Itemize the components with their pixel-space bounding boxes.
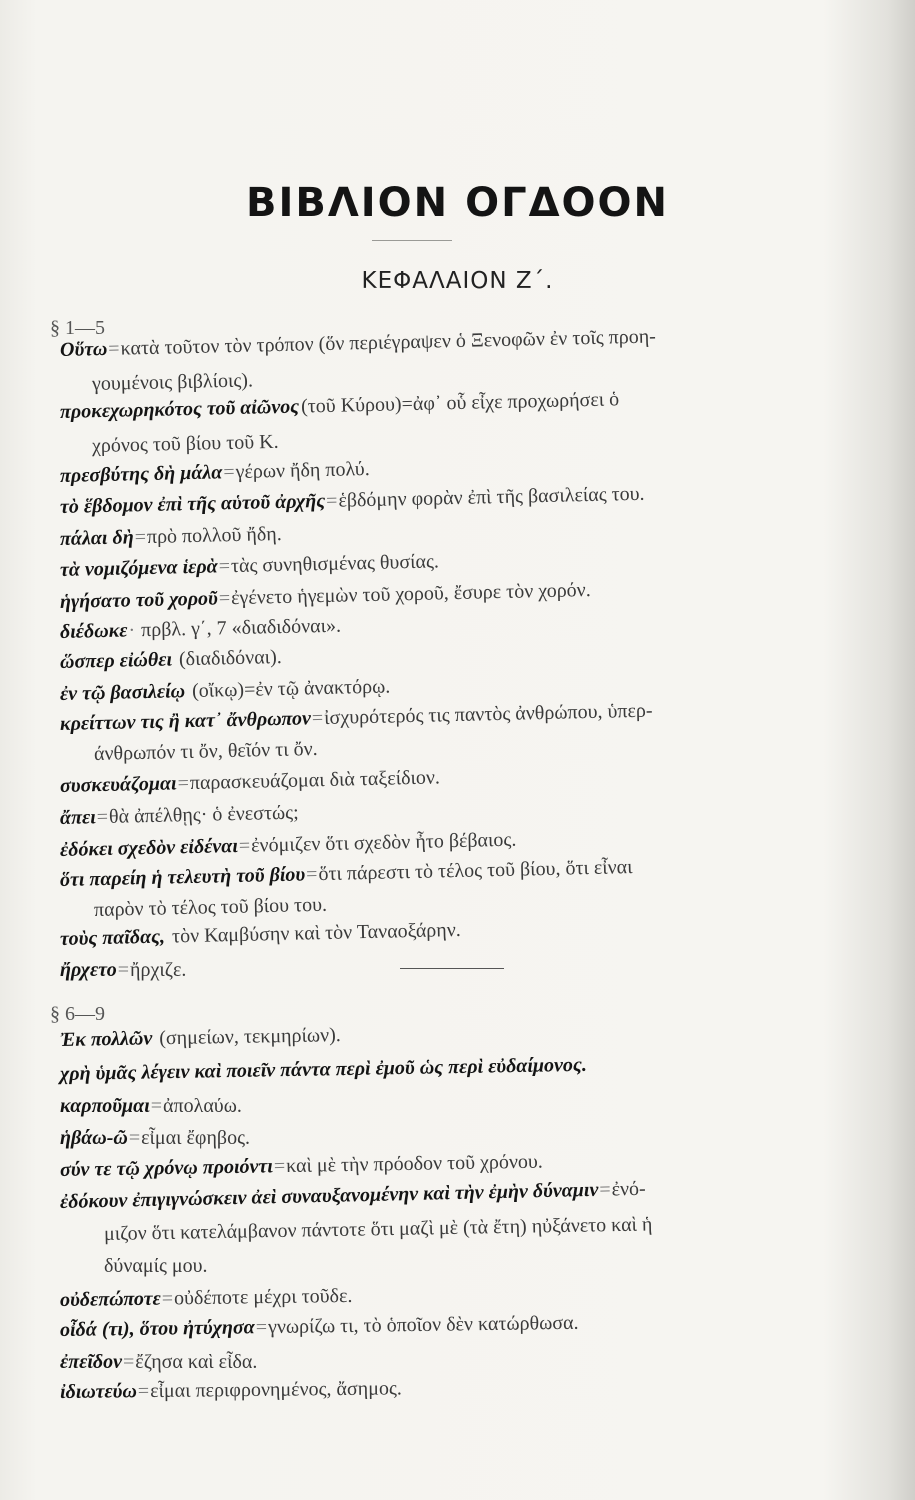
entry-continuation: δύναμίς μου. [104,1255,208,1277]
entry-separator: = [137,1380,150,1403]
glossary-entry [60,1150,543,1182]
entry-gloss: κατὰ τοῦτον τὸν τρόπον (ὅν περιέγραψεν ὁ Ξενοφῶν ἐν τοῖς προη- [120,325,657,360]
entry-lemma: καρποῦμαι [60,1095,150,1117]
glossary-entry [60,522,282,551]
entry-lemma: ἐδόκουν ἐπιγιγνώσκειν ἀεὶ συναυξανομένην καὶ τὴν ἐμὴν δύναμιν [59,1178,599,1213]
entry-separator: = [96,805,109,829]
entry-separator [587,1054,589,1076]
entry-gloss: ἀπολαύω. [163,1095,242,1117]
entry-gloss: ἐνό- [611,1177,646,1201]
entry-continuation: άνθρωπόν τι ὄν, θεῖόν τι ὄν. [93,737,318,765]
entry-lemma: τοὺς παῖδας, [59,925,166,950]
entry-gloss: θὰ ἀπέλθῃς· ὁ ἐνεστώς; [108,801,299,828]
section-divider [400,968,504,969]
entry-lemma: ἡβάω-ῶ [60,1127,128,1149]
entry-gloss: ἤρχιζε. [130,959,187,981]
glossary-entry [60,549,439,582]
entry-lemma: προκεχωρηκότος τοῦ αἰῶνος [59,395,300,423]
glossary-entry [60,1053,589,1086]
entry-gloss: καὶ μὲ τὴν πρόοδον τοῦ χρόνου. [285,1150,544,1178]
entry-gloss: γέρων ἤδη πολύ. [235,457,370,484]
entry-lemma: ὅτι παρείη ἡ τελευτὴ τοῦ βίου [59,863,306,891]
entry-continuation: παρὸν τὸ τέλος τοῦ βίου του. [93,893,328,921]
entry-lemma: σύν τε τῷ χρόνῳ προιόντι [59,1155,274,1181]
entry-separator: = [218,587,231,610]
entry-gloss: παρασκευάζομαι διὰ ταξείδιον. [189,766,441,795]
glossary-entry [60,614,342,644]
entry-separator: = [150,1095,163,1117]
entry-gloss: πρὸ πολλοῦ ἤδη. [146,522,283,549]
glossary-entry [60,1094,242,1118]
title-divider [372,240,452,241]
entry-gloss: ὅτι πάρεστι τὸ τέλος τοῦ βίου, ὅτι εἶναι [318,856,633,886]
entry-separator: = [599,1178,611,1201]
glossary-entry [60,699,653,736]
glossary-entry [60,1311,579,1342]
entry-separator: = [255,1316,268,1339]
entry-separator: = [223,461,235,484]
entry-separator: = [177,772,190,795]
glossary-entry [60,1376,402,1404]
glossary-entry [60,578,591,614]
entry-gloss: γνωρίζω τι, τὸ ὁποῖον δὲν κατώρθωσα. [267,1311,579,1339]
entry-lemma: ἄπει [59,806,96,829]
glossary-entry [60,1126,250,1150]
entry-lemma: Οὕτω [59,337,108,361]
glossary-entry [60,645,282,674]
entry-lemma: πρεσβύτης δὴ μάλα [59,461,223,487]
entry-gloss: ἐγένετο ἡγεμὼν τοῦ χοροῦ, ἔσυρε τὸν χορόν. [230,578,591,610]
entry-lemma: τὸ ἕβδομον ἐπὶ τῆς αὑτοῦ ἀρχῆς [59,489,326,518]
entry-continuation: μιζον ὅτι κατελάμβανον πάντοτε ὅτι μαζὶ μὲ (τὰ ἔτη) ηὐξάνετο καὶ ἡ [103,1213,653,1245]
entry-gloss: εἶμαι ἔφηβος. [141,1127,251,1149]
entry-lemma: ἐδόκει σχεδὸν εἰδέναι [59,834,239,861]
glossary-entry [60,1350,257,1374]
entry-continuation: γουμένοις βιβλίοις). [91,369,254,395]
glossary-entry [60,457,370,488]
glossary-entry [60,324,656,362]
entry-lemma: ἐν τῷ βασιλείῳ [59,680,186,705]
book-title: ΒΙΒΛΙΟΝ ΟΓΔΟΟΝ [245,180,670,226]
glossary-entry [60,918,461,951]
entry-separator: = [325,489,338,512]
entry-lemma: ὥσπερ εἰώθει [59,648,173,673]
entry-gloss: (σημείων, τεκμηρίων). [154,1024,341,1050]
glossary-entry [60,482,645,519]
entry-lemma: ἤρχετο [60,959,117,981]
entry-lemma: συσκευάζομαι [59,772,177,797]
entry-gloss: (τοῦ Κύρου)=ἀφ᾿ οὗ εἶχε προχωρήσει ὁ [300,388,620,418]
entry-gloss: οὐδέποτε μέχρι τοῦδε. [173,1284,353,1310]
glossary-entry [60,765,440,798]
entry-lemma: ἡγήσατο τοῦ χοροῦ [59,587,219,613]
section-label: § 1—5 [50,317,105,339]
entry-separator: = [123,1351,135,1373]
entry-gloss: τὸν Καμβύσην καὶ τὸν Ταναοξάρην. [166,918,462,948]
entry-lemma: οἶδά (τι), ὅτου ἠτύχησα [59,1316,255,1341]
entry-gloss: ἐνόμιζεν ὅτι σχεδὸν ἦτο βέβαιος. [250,828,517,857]
glossary-entry [60,1177,646,1214]
entry-continuation: χρόνος τοῦ βίου τοῦ Κ. [91,430,279,457]
entry-lemma: χρὴ ὑμᾶς λέγειν καὶ ποιεῖν πάντα περὶ ἐμοῦ ὡς περὶ εὐδαίμονος. [59,1053,588,1085]
entry-lemma: πάλαι δὴ [59,526,134,550]
entry-lemma: οὐδεπώποτε [59,1287,161,1311]
entry-separator: = [305,863,318,886]
entry-lemma: ἐπεῖδον [60,1351,123,1373]
entry-separator: = [108,337,120,360]
entry-gloss: (οἴκῳ)=ἐν τῷ ἀνακτόρῳ. [186,675,391,703]
chapter-title: ΚΕΦΑΛΑΙΟΝ Ζ΄. [361,268,554,294]
entry-lemma: κρείττων τις ἢ κατ᾿ ἄνθρωπον [59,707,312,735]
entry-separator: = [311,707,324,730]
entry-gloss: πρβλ. γ΄, 7 «διαδιδόναι». [135,614,342,642]
section-label: § 6—9 [50,1003,105,1025]
entry-gloss: ἑβδόμην φορὰν ἐπὶ τῆς βασιλείας του. [338,482,645,512]
glossary-entry [60,1023,341,1052]
entry-gloss: εἶμαι περιφρονημένος, ἄσημος. [150,1377,402,1403]
entry-separator: = [161,1287,174,1310]
entry-gloss: τὰς συνηθισμένας θυσίας. [230,550,440,578]
entry-separator: = [218,555,231,578]
glossary-entry [60,855,633,892]
entry-separator: = [273,1155,286,1178]
glossary-entry [60,828,517,862]
entry-gloss: ἰσχυρότερός τις παντὸς ἀνθρώπου, ὑπερ- [323,699,653,730]
entry-gloss: (διαδιδόναι). [173,645,282,671]
entry-gloss: ἔζησα καὶ εἶδα. [135,1351,258,1373]
glossary-entry [60,801,299,830]
entry-separator: · [128,619,136,642]
entry-lemma: τὰ νομιζόμενα ἱερὰ [59,555,218,581]
entry-separator: = [117,959,130,981]
entry-lemma: ἰδιωτεύω [59,1380,137,1403]
entry-separator: = [128,1127,141,1149]
glossary-entry [60,1284,353,1312]
entry-lemma: διέδωκε [59,619,128,643]
entry-separator: = [134,526,147,549]
glossary-entry [60,958,186,982]
glossary-entry [60,675,391,706]
entry-lemma: Ἐκ πολλῶν [59,1027,153,1051]
entry-separator: = [238,834,251,857]
